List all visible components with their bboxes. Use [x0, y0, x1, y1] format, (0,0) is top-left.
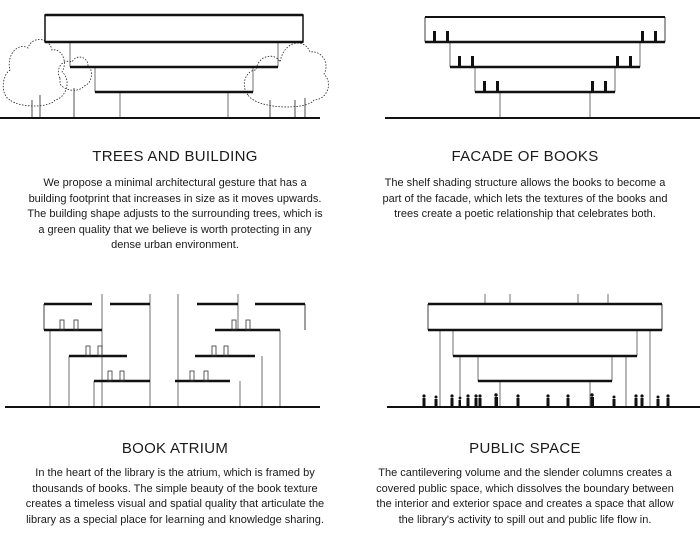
panel-public-space [350, 272, 700, 544]
panel-description: In the heart of the library is the atrium, which is framed by thousands of books. The simple beauty of the book texture creates a timeless visual and spatial quality that articulate the library as a special place for learning and knowledge sharing. [25, 467, 325, 526]
atrium-slabs [44, 294, 305, 407]
panel-title: TREES AND BUILDING [92, 148, 258, 165]
trees-and-building-diagram [0, 0, 350, 145]
panel-description: The shelf shading structure allows the books to become a part of the facade, which lets the textures of the books and trees create a poetic relationship that celebrates both. [382, 177, 668, 220]
public-space-slabs [428, 294, 662, 407]
public-space-diagram [350, 272, 700, 437]
building-slabs [45, 15, 303, 118]
panel-title: BOOK ATRIUM [121, 440, 229, 457]
panel-description: We propose a minimal architectural gesture that has a building footprint that increases in size as it moves upwards. The building shape adjusts to the surrounding trees, which is a green quality that we believe is worth protecting in any dense urban environment. [27, 177, 323, 251]
facade-of-books-diagram [350, 0, 700, 145]
panel-trees-and-building [0, 0, 350, 272]
panel-book-atrium [0, 272, 350, 544]
panel-title: FACADE OF BOOKS [451, 148, 599, 165]
panel-facade-of-books [350, 0, 700, 272]
book-atrium-diagram [0, 272, 350, 437]
panel-title: PUBLIC SPACE [469, 440, 581, 457]
tree-left-icon [3, 40, 91, 118]
panel-description: The cantilevering volume and the slender columns creates a covered public space, which dissolves the boundary between the interior and exterior space and creates a space that allow the library's activity to spill out and public life flow in. [376, 467, 674, 526]
people-icons [422, 393, 669, 407]
book-blocks [433, 31, 657, 92]
facade-slabs [425, 17, 665, 118]
tree-right-icon [244, 43, 328, 118]
